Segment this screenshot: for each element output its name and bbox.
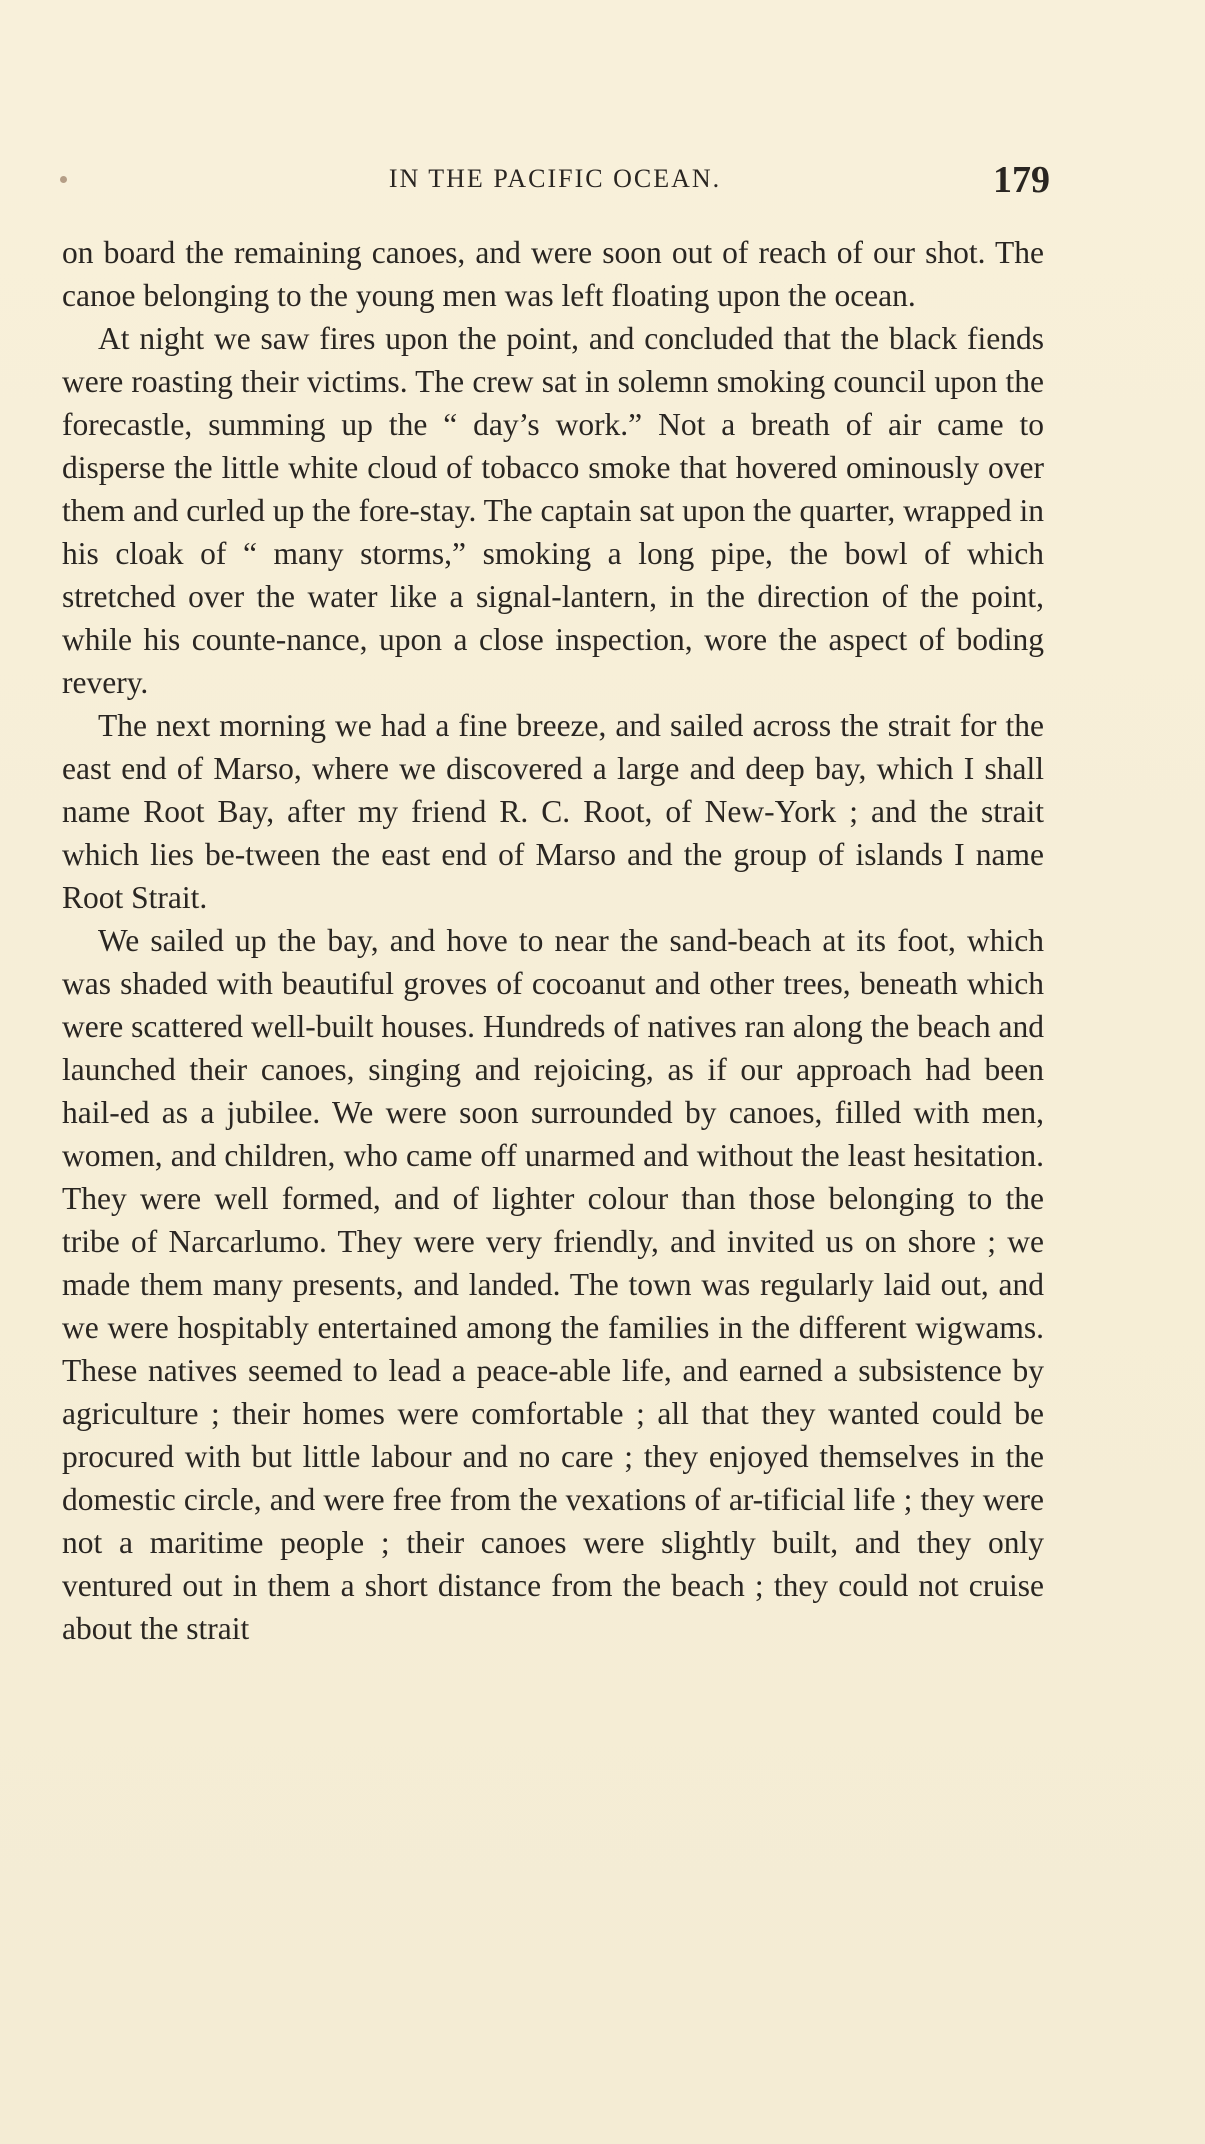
body-text <box>62 231 1044 1650</box>
page-number: 179 <box>993 159 1050 201</box>
paragraph: We sailed up the bay, and hove to near the sand-beach at its foot, which was shaded with beautiful groves of cocoanut and other trees, beneath which were scattered well-built houses. Hundreds of natives ran along the beach and launched their canoes, singing and rejoicing, as if our approach had been hail-ed as a jubilee. We were soon surrounded by canoes, filled with men, women, and children, who came off unarmed and without the least hesitation. They were well formed, and of lighter colour than those belonging to the tribe of Narcarlumo. They were very friendly, and invited us on shore ; we made them many presents, and landed. The town was regularly laid out, and we were hospitably entertained among the families in the different wigwams. These natives seemed to lead a peace-able life, and earned a subsistence by agriculture ; their homes were comfortable ; all that they wanted could be procured with but little labour and no care ; they enjoyed themselves in the domestic circle, and were free from the vexations of ar-tificial life ; they were not a maritime people ; their canoes were slightly built, and they only ventured out in them a short distance from the beach ; they could not cruise about the strait <box>62 923 1044 1646</box>
running-title: IN THE PACIFIC OCEAN. <box>388 164 722 193</box>
paragraph: The next morning we had a fine breeze, and sailed across the strait for the east end of Marso, where we discovered a large and deep bay, which I shall name Root Bay, after my friend R. C. Root, of New-York ; and the strait which lies be-tween the east end of Marso and the group of islands I name Root Strait. <box>62 708 1044 915</box>
page-header <box>60 158 1050 202</box>
paragraph: on board the remaining canoes, and were soon out of reach of our shot. The canoe belonging to the young men was left floating upon the ocean. <box>62 235 1044 313</box>
paragraph: At night we saw fires upon the point, and concluded that the black fiends were roasting their victims. The crew sat in solemn smoking council upon the forecastle, summing up the “ day’s work.” Not a breath of air came to disperse the little white cloud of tobacco smoke that hovered ominously over them and curled up the fore-stay. The captain sat upon the quarter, wrapped in his cloak of “ many storms,” smoking a long pipe, the bowl of which stretched over the water like a signal-lantern, in the direction of the point, while his counte-nance, upon a close inspection, wore the aspect of boding revery. <box>62 321 1044 700</box>
